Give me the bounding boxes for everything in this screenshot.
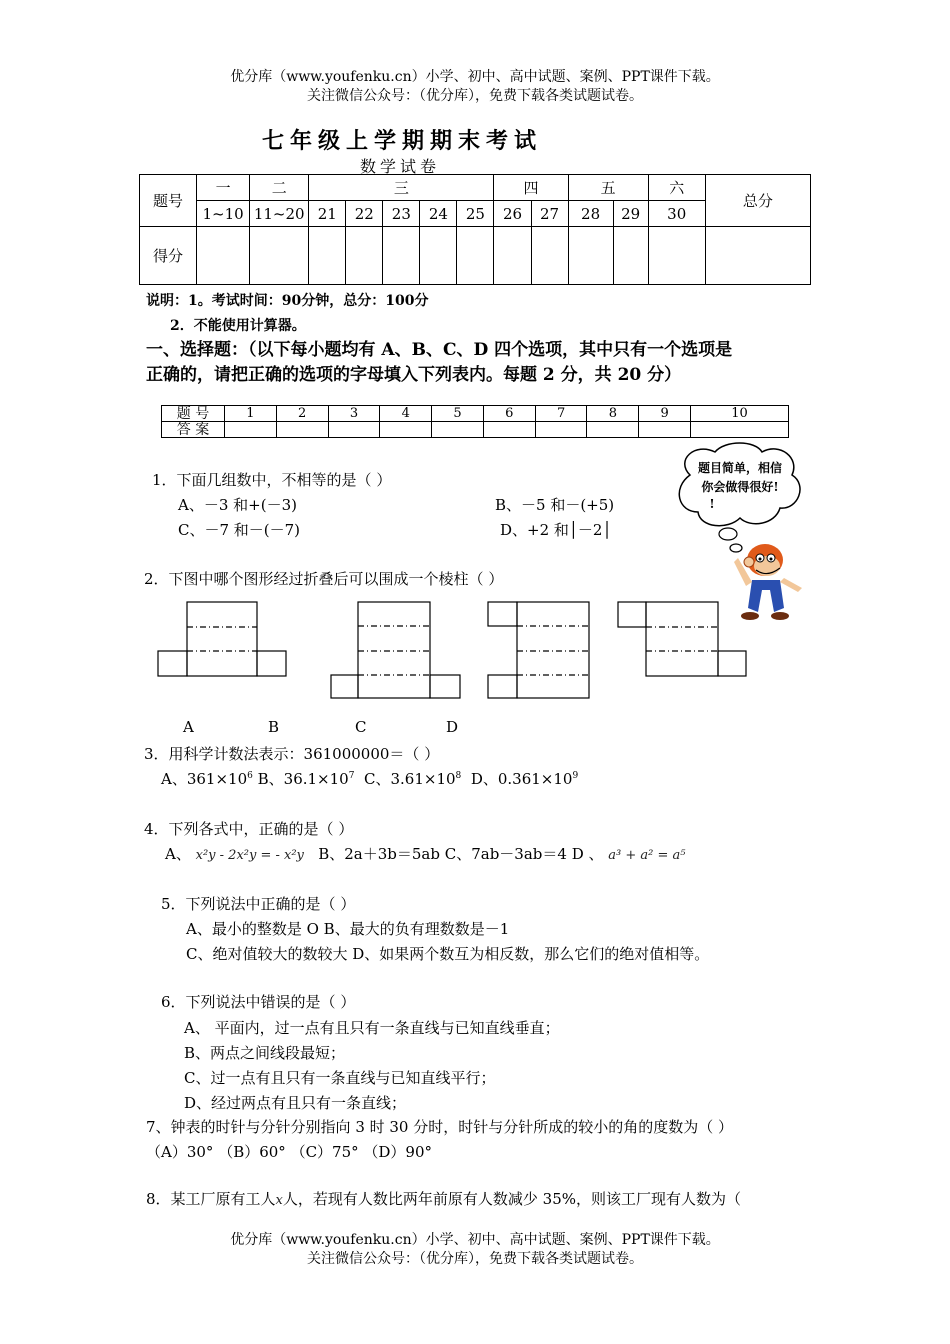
score-cell[interactable] <box>197 227 250 285</box>
score-total-label: 总分 <box>705 175 810 227</box>
group-5: 五 <box>568 175 648 201</box>
range-cell: 22 <box>346 201 383 227</box>
q4-options <box>165 843 685 864</box>
score-row-label-q: 题号 <box>140 175 197 227</box>
score-cell[interactable] <box>648 227 705 285</box>
group-4: 四 <box>494 175 568 201</box>
q4-formula-d: a³ + a² = a⁵ <box>608 848 686 863</box>
range-cell: 29 <box>613 201 648 227</box>
score-cell[interactable] <box>383 227 420 285</box>
q6-option-d: D、经过两点有且只有一条直线； <box>184 1094 407 1112</box>
score-table <box>139 174 811 285</box>
score-cell[interactable] <box>250 227 309 285</box>
net-a-icon <box>158 602 286 676</box>
section1-heading-2: 正确的，请把正确的选项的字母填入下列表内。每题 2 分，共 20 分） <box>146 365 682 385</box>
bubble-text-1: 题目简单，相信 <box>697 461 782 475</box>
answer-number: 10 <box>691 406 789 422</box>
q6-option-b: B、两点之间线段最短； <box>184 1044 346 1062</box>
q3-exp-a: 6 <box>247 771 253 781</box>
score-cell[interactable] <box>494 227 531 285</box>
score-cell[interactable] <box>613 227 648 285</box>
score-cell[interactable] <box>568 227 613 285</box>
q4-stem: 4．下列各式中，正确的是（ ） <box>144 820 354 838</box>
score-cell[interactable] <box>531 227 568 285</box>
bubble-text-2: 你会做得很好! <box>701 480 779 494</box>
range-cell: 24 <box>420 201 457 227</box>
range-cell: 26 <box>494 201 531 227</box>
q8-stem-post: 人，若现有人数比两年前原有人数减少 35%，则该工厂现有人数为（ <box>282 1190 742 1208</box>
q3-exp-b: 7 <box>348 771 355 781</box>
answer-number: 8 <box>587 406 639 422</box>
answer-number: 3 <box>328 406 380 422</box>
exam-subtitle: 数学试卷 <box>360 157 441 176</box>
q5-stem: 5．下列说法中正确的是（ ） <box>161 895 356 913</box>
q4-formula-a: x²y - 2x²y = - x²y <box>195 848 304 863</box>
q2-label-b: B <box>268 718 280 736</box>
group-1: 一 <box>197 175 250 201</box>
score-cell[interactable] <box>420 227 457 285</box>
q2-label-c: C <box>355 718 367 736</box>
q1-stem: 1．下面几组数中，不相等的是（ ） <box>152 471 392 489</box>
q5-options-ab: A、最小的整数是 O B、最大的负有理数数是－1 <box>186 920 510 938</box>
q3-exp-c: 8 <box>455 771 462 781</box>
net-d-icon <box>618 602 746 676</box>
q7-options: （A）30° （B）60° （C）75° （D）90° <box>146 1143 433 1161</box>
note-line-1: 说明：1。考试时间：90分钟，总分：100分 <box>146 293 429 309</box>
answer-cell[interactable] <box>276 422 328 438</box>
exam-title: 七年级上学期期末考试 <box>262 128 543 154</box>
footer-line-2: 关注微信公众号：（优分库），免费下载各类试题试卷。 <box>307 1251 643 1267</box>
answer-cell[interactable] <box>225 422 277 438</box>
q8-stem <box>146 1188 741 1209</box>
group-3: 三 <box>309 175 494 201</box>
answer-cell[interactable] <box>483 422 535 438</box>
range-cell: 30 <box>648 201 705 227</box>
q5-options-cd: C、绝对值较大的数较大 D、如果两个数互为相反数，那么它们的绝对值相等。 <box>186 945 710 963</box>
note-line-2: 2．不能使用计算器。 <box>170 318 306 334</box>
q2-label-d: D <box>446 718 459 736</box>
q1-option-b: B、－5 和－(+5) <box>495 496 615 514</box>
answer-number: 6 <box>483 406 535 422</box>
range-cell: 23 <box>383 201 420 227</box>
q2-stem: 2．下图中哪个图形经过折叠后可以围成一个棱柱（ ） <box>144 570 504 588</box>
answer-cell[interactable] <box>380 422 432 438</box>
score-cell[interactable] <box>457 227 494 285</box>
section1-heading-1: 一、选择题：（以下每小题均有 A、B、C、D 四个选项，其中只有一个选项是 <box>146 340 733 360</box>
q4-option-a-label: A、 <box>165 845 191 863</box>
q8-stem-pre: 8．某工厂原有工人 <box>146 1190 276 1208</box>
group-6: 六 <box>648 175 705 201</box>
q1-option-a: A、－3 和+(－3) <box>178 496 297 514</box>
bubble-text-3: ! <box>709 497 715 511</box>
range-cell: 25 <box>457 201 494 227</box>
q6-option-c: C、过一点有且只有一条直线与已知直线平行； <box>184 1069 496 1087</box>
answer-cell[interactable] <box>587 422 639 438</box>
q3-option-d: D、0.361×10 <box>470 770 573 788</box>
q1-option-d: D、+2 和│－2│ <box>500 521 612 539</box>
header-line-2: 关注微信公众号：（优分库），免费下载各类试题试卷。 <box>307 88 643 104</box>
group-2: 二 <box>250 175 309 201</box>
range-cell: 21 <box>309 201 346 227</box>
header-line-1: 优分库（www.youfenku.cn）小学、初中、高中试题、案例、PPT课件下载。 <box>230 69 720 85</box>
answer-label-a: 答 案 <box>162 422 225 438</box>
score-row-label-s: 得分 <box>140 227 197 285</box>
answer-number: 5 <box>432 406 484 422</box>
range-cell: 11~20 <box>250 201 309 227</box>
q3-exp-d: 9 <box>572 771 579 781</box>
q3-stem: 3．用科学计数法表示：361000000＝（ ） <box>144 745 440 763</box>
score-cell[interactable] <box>346 227 383 285</box>
q8-var: x <box>275 1193 283 1208</box>
answer-number: 9 <box>639 406 691 422</box>
net-b-icon <box>331 602 460 698</box>
answer-cell[interactable] <box>328 422 380 438</box>
answer-number: 1 <box>225 406 277 422</box>
q2-net-figures <box>150 596 760 706</box>
range-cell: 1~10 <box>197 201 250 227</box>
answer-table <box>161 405 789 438</box>
q2-label-a: A <box>183 718 194 736</box>
q3-options <box>161 768 578 789</box>
q3-option-c: C、3.61×10 <box>364 770 456 788</box>
footer-line-1: 优分库（www.youfenku.cn）小学、初中、高中试题、案例、PPT课件下载。 <box>230 1232 720 1248</box>
answer-cell[interactable] <box>432 422 484 438</box>
score-total-cell[interactable] <box>705 227 810 285</box>
q6-stem: 6．下列说法中错误的是（ ） <box>161 993 356 1011</box>
range-cell: 27 <box>531 201 568 227</box>
q4-options-rest: B、2a＋3b＝5ab C、7ab－3ab＝4 D 、 <box>318 845 604 863</box>
net-c-icon <box>488 602 589 698</box>
score-cell[interactable] <box>309 227 346 285</box>
answer-number: 2 <box>276 406 328 422</box>
answer-label-q: 题 号 <box>162 406 225 422</box>
answer-number: 4 <box>380 406 432 422</box>
q7-stem: 7、钟表的时针与分针分别指向 3 时 30 分时，时针与分针所成的较小的角的度数为（ ） <box>146 1118 734 1136</box>
answer-number: 7 <box>535 406 587 422</box>
answer-cell[interactable] <box>535 422 587 438</box>
q3-option-b: B、36.1×10 <box>257 770 349 788</box>
q6-option-a: A、 平面内，过一点有且只有一条直线与已知直线垂直； <box>184 1019 560 1037</box>
q1-option-c: C、－7 和－(－7) <box>178 521 301 539</box>
answer-cell[interactable] <box>691 422 789 438</box>
q3-option-a: A、361×10 <box>161 770 248 788</box>
answer-cell[interactable] <box>639 422 691 438</box>
range-cell: 28 <box>568 201 613 227</box>
